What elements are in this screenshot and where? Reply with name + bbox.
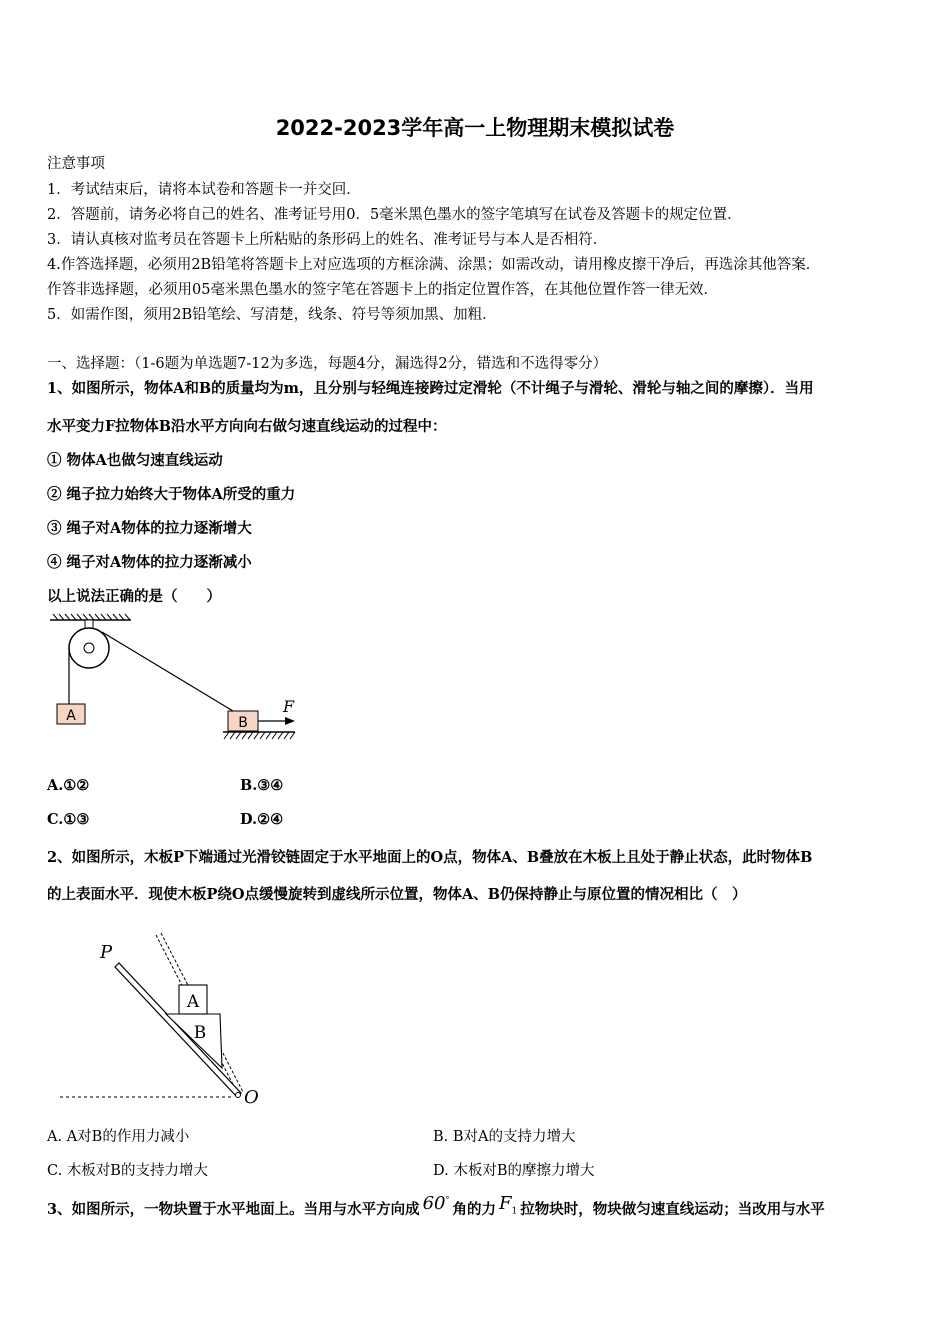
q1-statement: ① 物体A也做匀速直线运动: [47, 452, 223, 469]
q1-option-b[interactable]: B.③④: [240, 777, 284, 794]
notice-item: 4.作答选择题，必须用2B铅笔将答题卡上对应选项的方框涂满、涂黑；如需改动，请用橡皮擦干净后，再选涂其他答案．: [47, 257, 821, 273]
q2-option-c[interactable]: C. 木板对B的支持力增大: [47, 1163, 208, 1179]
notice-item: 作答非选择题，必须用05毫米黑色墨水的签字笔在答题卡上的指定位置作答，在其他位置作答一律无效．: [47, 282, 718, 298]
block-b-label: B: [238, 715, 248, 731]
point-label-o: O: [244, 1087, 259, 1108]
q1-prompt: 以上说法正确的是（ ）: [47, 588, 221, 605]
board-label-p: P: [100, 942, 113, 963]
q3-angle: 60°: [422, 1193, 450, 1214]
q2-option-b[interactable]: B. B对A的支持力增大: [433, 1129, 576, 1145]
notice-item: 2．答题前，请务必将自己的姓名、准考证号用0．5毫米黑色墨水的签字笔填写在试卷及答题卡的规定位置．: [47, 207, 742, 223]
board-p: [115, 963, 241, 1097]
q1-stem: 1、如图所示，物体A和B的质量均为m，且分别与轻绳连接跨过定滑轮（不计绳子与滑轮、滑轮与轴之间的摩擦）．当用: [47, 380, 814, 397]
q1-statement: ③ 绳子对A物体的拉力逐渐增大: [47, 520, 252, 537]
block-a-label: A: [186, 992, 200, 1012]
page-title: 2022-2023学年高一上物理期末模拟试卷: [275, 116, 675, 140]
notice-item: 1．考试结束后，请将本试卷和答题卡一并交回．: [47, 182, 361, 198]
section-heading: 一、选择题：（1-6题为单选题7-12为多选，每题4分，漏选得2分，错选和不选得零分）: [47, 356, 608, 372]
notice-item: 5．如需作图，须用2B铅笔绘、写清楚，线条、符号等须加黑、加粗．: [47, 307, 497, 323]
hinge-o: [236, 1093, 241, 1098]
block-a-label: A: [66, 708, 76, 724]
q2-stem: 2、如图所示，木板P下端通过光滑铰链固定于水平地面上的O点，物体A、B叠放在木板上且处于静止状态，此时物体B: [47, 849, 813, 866]
q3-stem-part2: 角的力: [452, 1201, 496, 1218]
notice-item: 3．请认真核对监考员在答题卡上所粘贴的条形码上的姓名、准考证号与本人是否相符．: [47, 232, 608, 248]
q3-force: $F_1$: [499, 1193, 518, 1217]
q3-stem: [47, 1193, 825, 1222]
q3-stem-part3: 拉物块时，物块做匀速直线运动；当改用与水平: [520, 1201, 825, 1218]
q1-pulley-figure: [45, 612, 305, 747]
rope-slant: [102, 632, 233, 711]
q1-option-c[interactable]: C.①③: [47, 811, 90, 828]
notice-heading: 注意事项: [47, 156, 105, 172]
q3-stem-part1: 3、如图所示，一物块置于水平地面上。当用与水平方向成: [47, 1201, 420, 1218]
q2-stem: 的上表面水平．现使木板P绕O点缓慢旋转到虚线所示位置，物体A、B仍保持静止与原位置的情况相比（ ）: [47, 886, 747, 903]
q1-option-d[interactable]: D.②④: [240, 811, 284, 828]
q1-statement: ④ 绳子对A物体的拉力逐渐减小: [47, 554, 252, 571]
block-b-label: B: [193, 1023, 207, 1043]
q1-option-a[interactable]: A.①②: [47, 777, 90, 794]
q1-stem: 水平变力F拉物体B沿水平方向向右做匀速直线运动的过程中：: [47, 418, 447, 435]
q2-option-d[interactable]: D. 木板对B的摩擦力增大: [433, 1163, 595, 1179]
force-label: F: [283, 697, 295, 716]
q2-option-a[interactable]: A. A对B的作用力减小: [47, 1129, 190, 1145]
q2-board-figure: [55, 925, 270, 1110]
q1-statement: ② 绳子拉力始终大于物体A所受的重力: [47, 486, 296, 503]
